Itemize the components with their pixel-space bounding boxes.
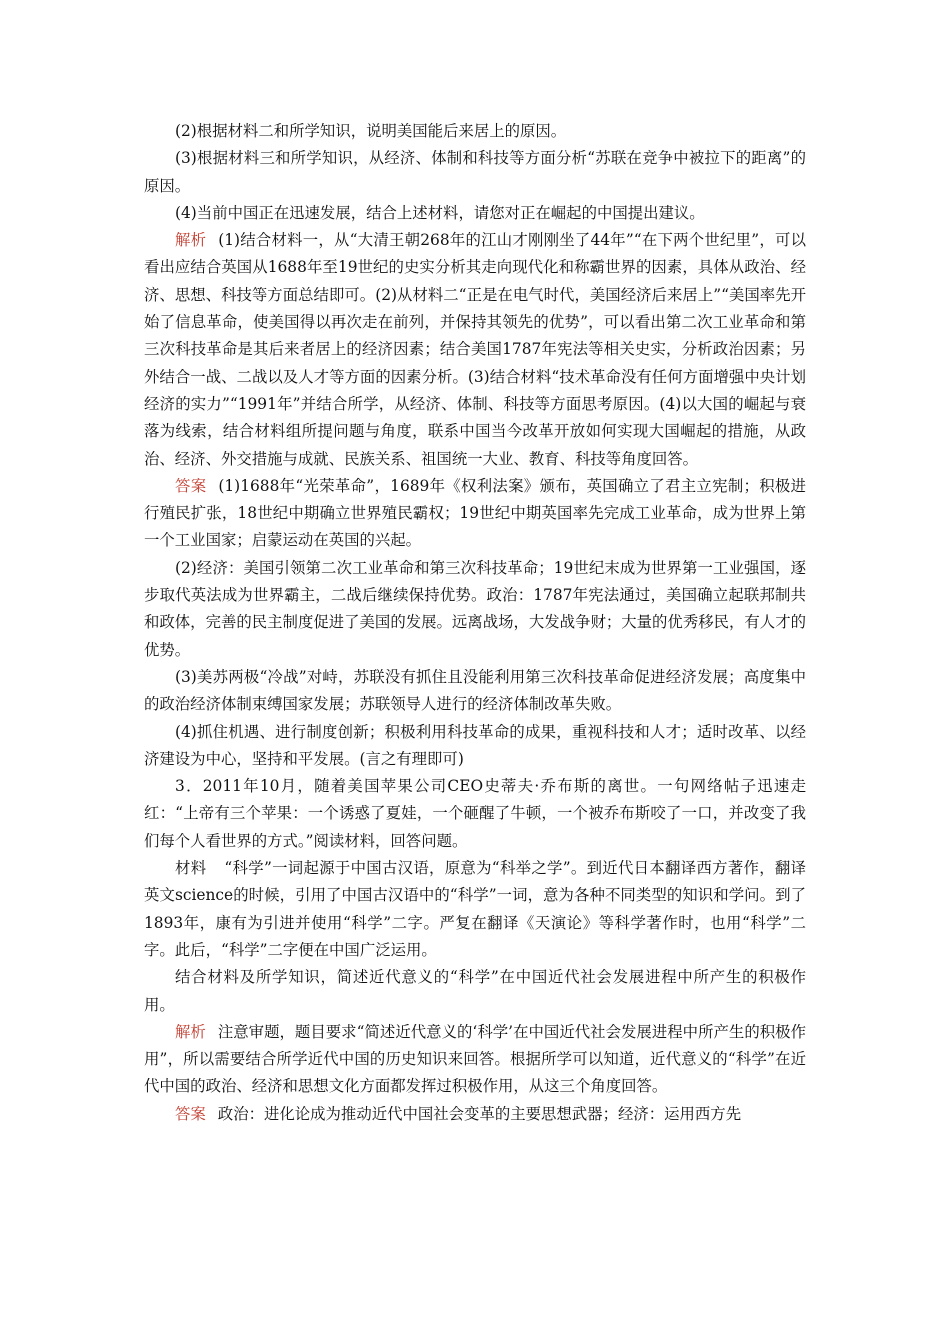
answer-text: (1)1688年“光荣革命”，1689年《权利法案》颁布，英国确立了君主立宪制；积极进行殖民扩张，18世纪中期确立世界殖民霸权；19世纪中期英国率先完成工业革命，成为世界上第一个工业国家；启蒙运动在英国的兴起。 bbox=[144, 476, 806, 550]
question-2-sub-3: (3)根据材料三和所学知识，从经济、体制和科技等方面分析“苏联在竞争中被拉下的距离”的原因。 bbox=[144, 149, 806, 195]
question-2-answer-4: (4)抓住机遇、进行制度创新；积极利用科技革命的成果，重视科技和人才；适时改革、以经济建设为中心，坚持和平发展。(言之有理即可) bbox=[144, 722, 806, 768]
answer-label: 答案 bbox=[175, 476, 207, 495]
analysis-label: 解析 bbox=[175, 231, 207, 250]
question-2-sub-4: (4)当前中国正在迅速发展，结合上述材料，请您对正在崛起的中国提出建议。 bbox=[175, 203, 705, 222]
question-2-answer-1 bbox=[144, 473, 806, 555]
answer-text: 政治：进化论成为推动近代中国社会变革的主要思想武器；经济：运用西方先 bbox=[217, 1104, 742, 1123]
material-text: “科学”一词起源于中国古汉语，原意为“科举之学”。到近代日本翻译西方著作，翻译英文science的时候，引用了中国古汉语中的“科学”一词，意为各种不同类型的知识和学问。到了1893年，康有为引进并使用“科学”二字。严复在翻译《天演论》等科学著作时，也用“科学”二字。此后，“科学”二字便在中国广泛运用。 bbox=[144, 859, 806, 959]
question-2-sub-2: (2)根据材料二和所学知识，说明美国能后来居上的原因。 bbox=[175, 122, 567, 140]
question-3-material bbox=[144, 855, 806, 964]
question-3-prompt: 结合材料及所学知识，简述近代意义的“科学”在中国近代社会发展进程中所产生的积极作用。 bbox=[144, 968, 806, 1014]
question-3-answer bbox=[144, 1101, 806, 1128]
question-3-stem: 3．2011年10月，随着美国苹果公司CEO史蒂夫·乔布斯的离世。一句网络帖子迅速走红：“上帝有三个苹果：一个诱惑了夏娃，一个砸醒了牛顿，一个被乔布斯咬了一口，并改变了我们每个人看世界的方式。”阅读材料，回答问题。 bbox=[144, 777, 806, 850]
analysis-label: 解析 bbox=[175, 1022, 206, 1041]
answer-label: 答案 bbox=[175, 1104, 206, 1123]
question-2-answer-3: (3)美苏两极“冷战”对峙，苏联没有抓住且没能利用第三次科技革命促进经济发展；高度集中的政治经济体制束缚国家发展；苏联领导人进行的经济体制改革失败。 bbox=[144, 667, 806, 714]
analysis-text: 注意审题，题目要求“简述近代意义的‘科学’在中国近代社会发展进程中所产生的积极作用”，所以需要结合所学近代中国的历史知识来回答。根据所学可以知道，近代意义的“科学”在近代中国的政治、经济和思想文化方面都发挥过积极作用，从这三个角度回答。 bbox=[144, 1022, 806, 1096]
question-3-analysis bbox=[144, 1019, 806, 1101]
material-label: 材料 bbox=[175, 859, 207, 878]
document-page bbox=[144, 118, 806, 1128]
question-2-answer-2: (2)经济：美国引领第二次工业革命和第三次科技革命；19世纪末成为世界第一工业强国，逐步取代英法成为世界霸主，二战后继续保持优势。政治：1787年宪法通过，美国确立起联邦制共和政体，完善的民主制度促进了美国的发展。远离战场，大发战争财；大量的优秀移民，有人才的优势。 bbox=[144, 558, 806, 659]
analysis-text: (1)结合材料一，从“大清王朝268年的江山才刚刚坐了44年”“在下两个世纪里”，可以看出应结合英国从1688年至19世纪的史实分析其走向现代化和称霸世界的因素，具体从政治、经济、思想、科技等方面总结即可。(2)从材料二“正是在电气时代，美国经济后来居上”“美国率先开始了信息革命，使美国得以再次走在前列，并保持其领先的优势”，可以看出第二次工业革命和第三次科技革命是其后来者居上的经济因素；结合美国1787年宪法等相关史实，分析政治因素；另外结合一战、二战以及人才等方面的因素分析。(3)结合材料“技术革命没有任何方面增强中央计划经济的实力”“1991年”并结合所学，从经济、体制、科技等方面思考原因。(4)以大国的崛起与衰落为线索，结合材料组所提问题与角度，联系中国当今改革开放如何实现大国崛起的措施，从政治、经济、外交措施与成就、民族关系、祖国统一大业、教育、科技等角度回答。 bbox=[144, 231, 806, 468]
question-2-analysis bbox=[144, 227, 806, 473]
